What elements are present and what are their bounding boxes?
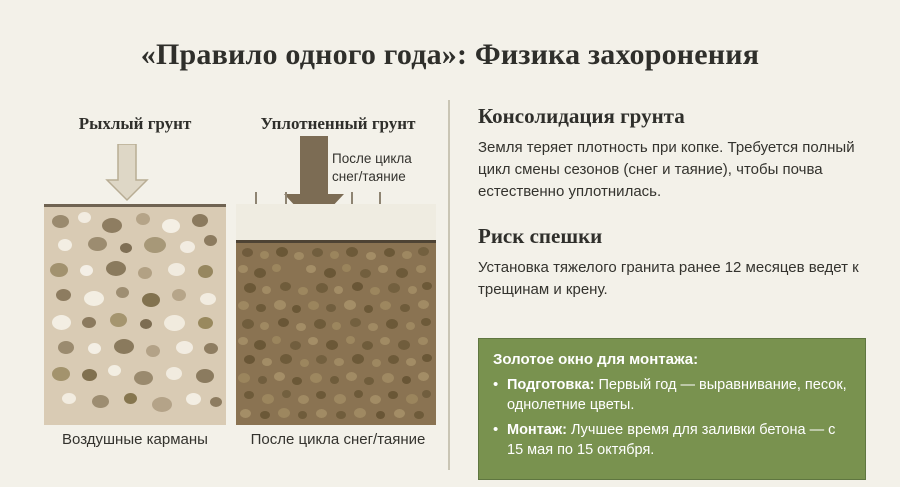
callout-item-text: Лучшее время для заливки бетона — с 15 мая по 15 октября.	[507, 422, 836, 458]
section-heading-consolidation: Консолидация грунта	[478, 104, 685, 128]
callout-item-content	[507, 420, 851, 460]
loose-soil-block	[44, 204, 226, 425]
vertical-divider	[448, 100, 450, 470]
snow-thaw-arrow-label: После цикла снег/таяние	[332, 151, 412, 185]
callout-list-item	[493, 375, 851, 415]
callout-item-text: Первый год — выравнивание, песок, однолетние цветы.	[507, 377, 847, 413]
callout-item-label: Монтаж:	[507, 422, 567, 438]
golden-window-callout	[478, 338, 866, 480]
callout-title: Золотое окно для монтажа:	[493, 351, 699, 368]
soil-diagram	[40, 108, 440, 468]
bullet-icon: •	[493, 376, 499, 393]
callout-list-item	[493, 420, 851, 460]
section-text-risk: Установка тяжелого гранита ранее 12 месяцев ведет к трещинам и крену.	[478, 259, 859, 298]
callout-item-label: Подготовка:	[507, 377, 595, 393]
explanation-column	[478, 104, 870, 323]
callout-item-content	[507, 375, 851, 415]
compact-soil-heading: Уплотненный грунт	[260, 114, 416, 133]
loose-soil-heading: Рыхлый грунт	[78, 114, 192, 133]
bullet-icon: •	[493, 421, 499, 438]
loose-soil-caption: Воздушные карманы	[62, 431, 208, 448]
section-text-consolidation: Земля теряет плотность при копке. Требуется полный цикл смены сезонов (снег и таяние), чтобы почва естественно уплотнилась.	[478, 139, 855, 200]
section-heading-risk: Риск спешки	[478, 224, 603, 249]
compact-soil-surface-gap	[236, 204, 436, 240]
compact-soil-caption: После цикла снег/таяние	[250, 431, 426, 448]
light-down-arrow-icon	[104, 144, 164, 204]
compact-soil-block	[236, 240, 436, 425]
page-title: «Правило одного года»: Физика захоронения	[140, 38, 760, 71]
